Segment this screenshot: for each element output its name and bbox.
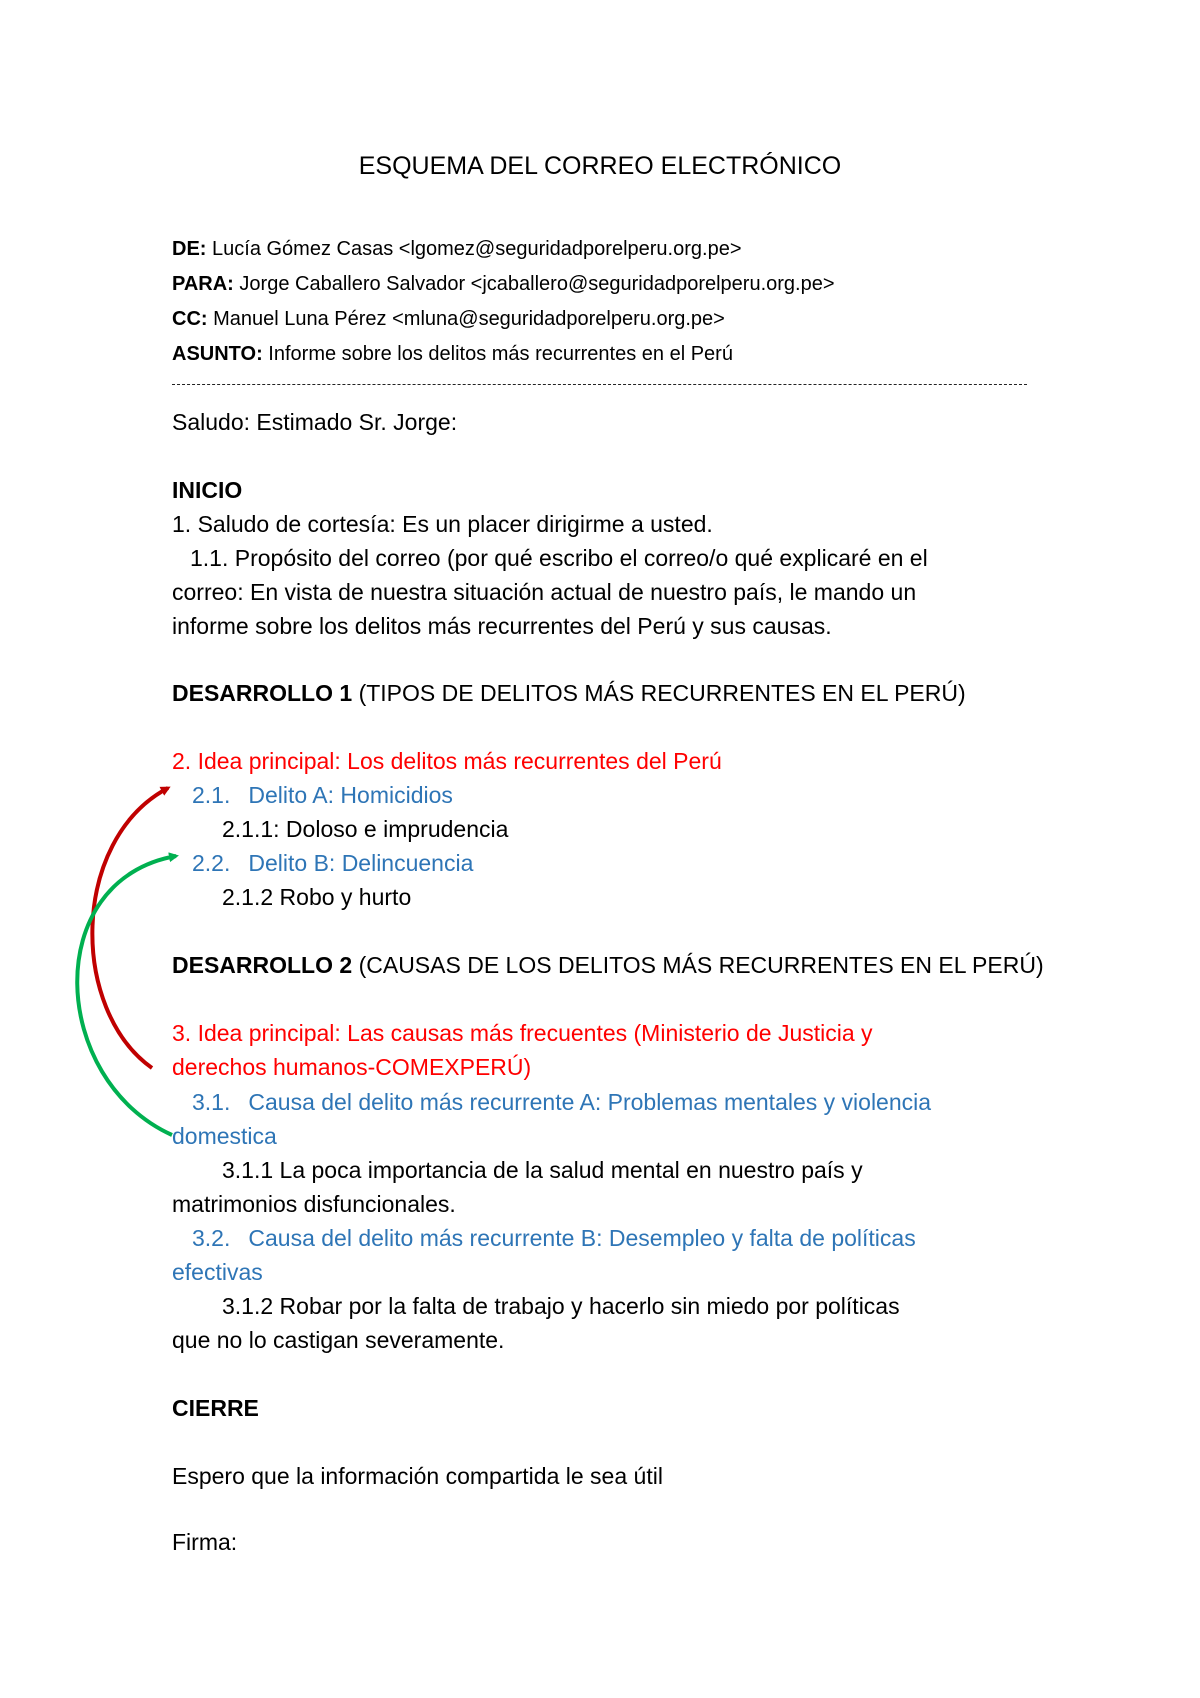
saludo-line: Saludo: Estimado Sr. Jorge: (172, 409, 458, 435)
cierre-line: Espero que la información compartida le sea útil (172, 1463, 663, 1489)
causa-b-item (192, 1223, 916, 1253)
desarrollo2-idea-line-2: derechos humanos-COMEXPERÚ) (172, 1054, 532, 1080)
causa-b-text-line-2: efectivas (172, 1259, 263, 1285)
delito-b-text: Delito B: Delincuencia (248, 850, 474, 876)
header-cc (172, 306, 725, 332)
delito-a-number: 2.1. (192, 782, 231, 808)
header-asunto (172, 341, 733, 367)
desarrollo2-heading-rest: (CAUSAS DE LOS DELITOS MÁS RECURRENTES EN EL PERÚ) (352, 952, 1044, 978)
delito-a-text: Delito A: Homicidios (248, 782, 453, 808)
green-connector-arrow (77, 856, 176, 1135)
red-connector-arrow (92, 788, 168, 1068)
desarrollo1-idea: 2. Idea principal: Los delitos más recurrentes del Perú (172, 748, 722, 774)
delito-a-sub: 2.1.1: Doloso e imprudencia (222, 816, 509, 842)
separator-line (172, 384, 1027, 385)
causa-b-number: 3.2. (192, 1225, 231, 1251)
causa-a-text-line-2: domestica (172, 1123, 277, 1149)
asunto-label: ASUNTO: (172, 343, 263, 365)
inicio-line-4: informe sobre los delitos más recurrentes del Perú y sus causas. (172, 613, 832, 639)
de-label: DE: (172, 238, 207, 260)
causa-a-sub-line-2: matrimonios disfuncionales. (172, 1191, 456, 1217)
causa-a-number: 3.1. (192, 1089, 231, 1115)
delito-b-number: 2.2. (192, 850, 231, 876)
desarrollo1-heading-rest: (TIPOS DE DELITOS MÁS RECURRENTES EN EL PERÚ) (352, 680, 966, 706)
causa-a-sub-line-1: 3.1.1 La poca importancia de la salud mental en nuestro país y (222, 1157, 863, 1183)
de-value: Lucía Gómez Casas <lgomez@seguridadporelperu.org.pe> (206, 238, 742, 260)
asunto-value: Informe sobre los delitos más recurrentes en el Perú (262, 343, 733, 365)
para-value: Jorge Caballero Salvador <jcaballero@seguridadporelperu.org.pe> (233, 273, 835, 295)
causa-a-item (192, 1087, 931, 1117)
delito-a-item (192, 780, 453, 810)
inicio-line-2: 1.1. Propósito del correo (por qué escribo el correo/o qué explicaré en el (190, 545, 928, 571)
inicio-heading: INICIO (172, 477, 243, 503)
desarrollo1-heading (172, 678, 966, 708)
desarrollo2-idea-line-1: 3. Idea principal: Las causas más frecuentes (Ministerio de Justicia y (172, 1020, 873, 1046)
delito-b-item (192, 848, 473, 878)
causa-b-sub-line-1: 3.1.2 Robar por la falta de trabajo y hacerlo sin miedo por políticas (222, 1293, 900, 1319)
cierre-heading: CIERRE (172, 1395, 259, 1421)
inicio-line-1: 1. Saludo de cortesía: Es un placer dirigirme a usted. (172, 511, 713, 537)
delito-b-sub: 2.1.2 Robo y hurto (222, 884, 412, 910)
causa-b-text: Causa del delito más recurrente B: Desempleo y falta de políticas (248, 1225, 916, 1251)
desarrollo2-heading-bold: DESARROLLO 2 (172, 952, 353, 978)
desarrollo2-heading (172, 950, 1044, 980)
causa-b-sub-line-2: que no lo castigan severamente. (172, 1327, 505, 1353)
inicio-line-3: correo: En vista de nuestra situación actual de nuestro país, le mando un (172, 579, 917, 605)
cc-value: Manuel Luna Pérez <mluna@seguridadporelperu.org.pe> (207, 308, 725, 330)
header-de (172, 236, 742, 262)
document-title: ESQUEMA DEL CORREO ELECTRÓNICO (358, 152, 842, 180)
desarrollo1-heading-bold: DESARROLLO 1 (172, 680, 353, 706)
firma-line: Firma: (172, 1529, 238, 1555)
header-para (172, 271, 835, 297)
causa-a-text: Causa del delito más recurrente A: Problemas mentales y violencia (248, 1089, 932, 1115)
cc-label: CC: (172, 308, 208, 330)
para-label: PARA: (172, 273, 234, 295)
